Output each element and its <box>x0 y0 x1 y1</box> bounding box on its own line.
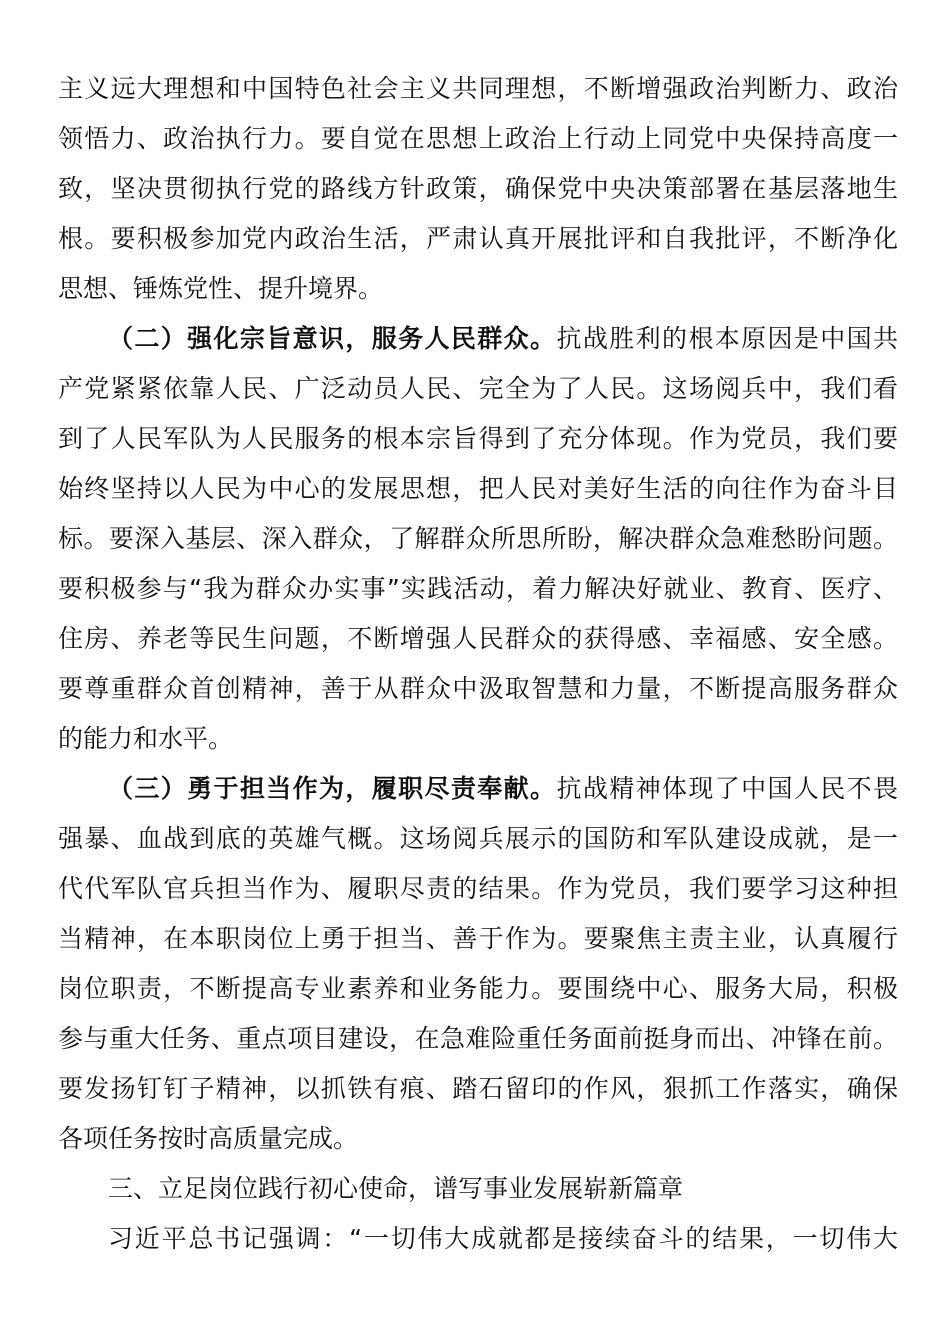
section-3-heading: （三）勇于担当作为，履职尽责奉献。 <box>108 774 557 803</box>
paragraph-line: 产党紧紧依靠人民、广泛动员人民、完全为了人民。这场阅兵中，我们看 <box>58 374 898 403</box>
paragraph-line: 根。要积极参加党内政治生活，严肃认真开展批评和自我批评，不断净化 <box>58 224 898 253</box>
paragraph-line: 领悟力、政治执行力。要自觉在思想上政治上行动上同党中央保持高度一 <box>58 124 898 153</box>
paragraph-line: 思想、锤炼党性、提升境界。 <box>58 274 384 303</box>
paragraph-line: 致，坚决贯彻执行党的路线方针政策，确保党中央决策部署在基层落地生 <box>58 174 898 203</box>
paragraph-line: 住房、养老等民生问题，不断增强人民群众的获得感、幸福感、安全感。 <box>58 624 898 653</box>
paragraph-line: 标。要深入基层、深入群众，了解群众所思所盼，解决群众急难愁盼问题。 <box>58 524 898 553</box>
paragraph-line: 始终坚持以人民为中心的发展思想，把人民对美好生活的向往作为奋斗目 <box>58 474 898 503</box>
paragraph-line: 当精神，在本职岗位上勇于担当、善于作为。要聚焦主责主业，认真履行 <box>58 924 898 953</box>
section-2-text: 抗战胜利的根本原因是中国共 <box>556 324 898 353</box>
paragraph-line: 的能力和水平。 <box>58 724 234 753</box>
paragraph-line: 岗位职责，不断提高专业素养和业务能力。要围绕中心、服务大局，积极 <box>58 974 898 1003</box>
section-3-text: 抗战精神体现了中国人民不畏 <box>556 774 898 803</box>
section-2-heading: （二）强化宗旨意识，服务人民群众。 <box>108 324 557 353</box>
paragraph-line: 各项任务按时高质量完成。 <box>58 1124 359 1153</box>
section-3-first-line <box>108 764 898 814</box>
section-heading: 三、立足岗位践行初心使命，谱写事业发展崭新篇章 <box>108 1174 684 1203</box>
paragraph-line: 要发扬钉钉子精神，以抓铁有痕、踏石留印的作风，狠抓工作落实，确保 <box>58 1074 898 1103</box>
paragraph-line: 要尊重群众首创精神，善于从群众中汲取智慧和力量，不断提高服务群众 <box>58 674 898 703</box>
paragraph-line: 主义远大理想和中国特色社会主义共同理想，不断增强政治判断力、政治 <box>58 74 898 103</box>
paragraph-line: 到了人民军队为人民服务的根本宗旨得到了充分体现。作为党员，我们要 <box>58 424 898 453</box>
paragraph-line: 要积极参与“我为群众办实事”实践活动，着力解决好就业、教育、医疗、 <box>58 574 898 603</box>
section-2-first-line <box>108 314 898 364</box>
paragraph-line: 参与重大任务、重点项目建设，在急难险重任务面前挺身而出、冲锋在前。 <box>58 1024 898 1053</box>
paragraph-line: 强暴、血战到底的英雄气概。这场阅兵展示的国防和军队建设成就，是一 <box>58 824 898 853</box>
paragraph-line: 代代军队官兵担当作为、履职尽责的结果。作为党员，我们要学习这种担 <box>58 874 898 903</box>
paragraph-line: 习近平总书记强调：“一切伟大成就都是接续奋斗的结果，一切伟大 <box>108 1224 898 1253</box>
